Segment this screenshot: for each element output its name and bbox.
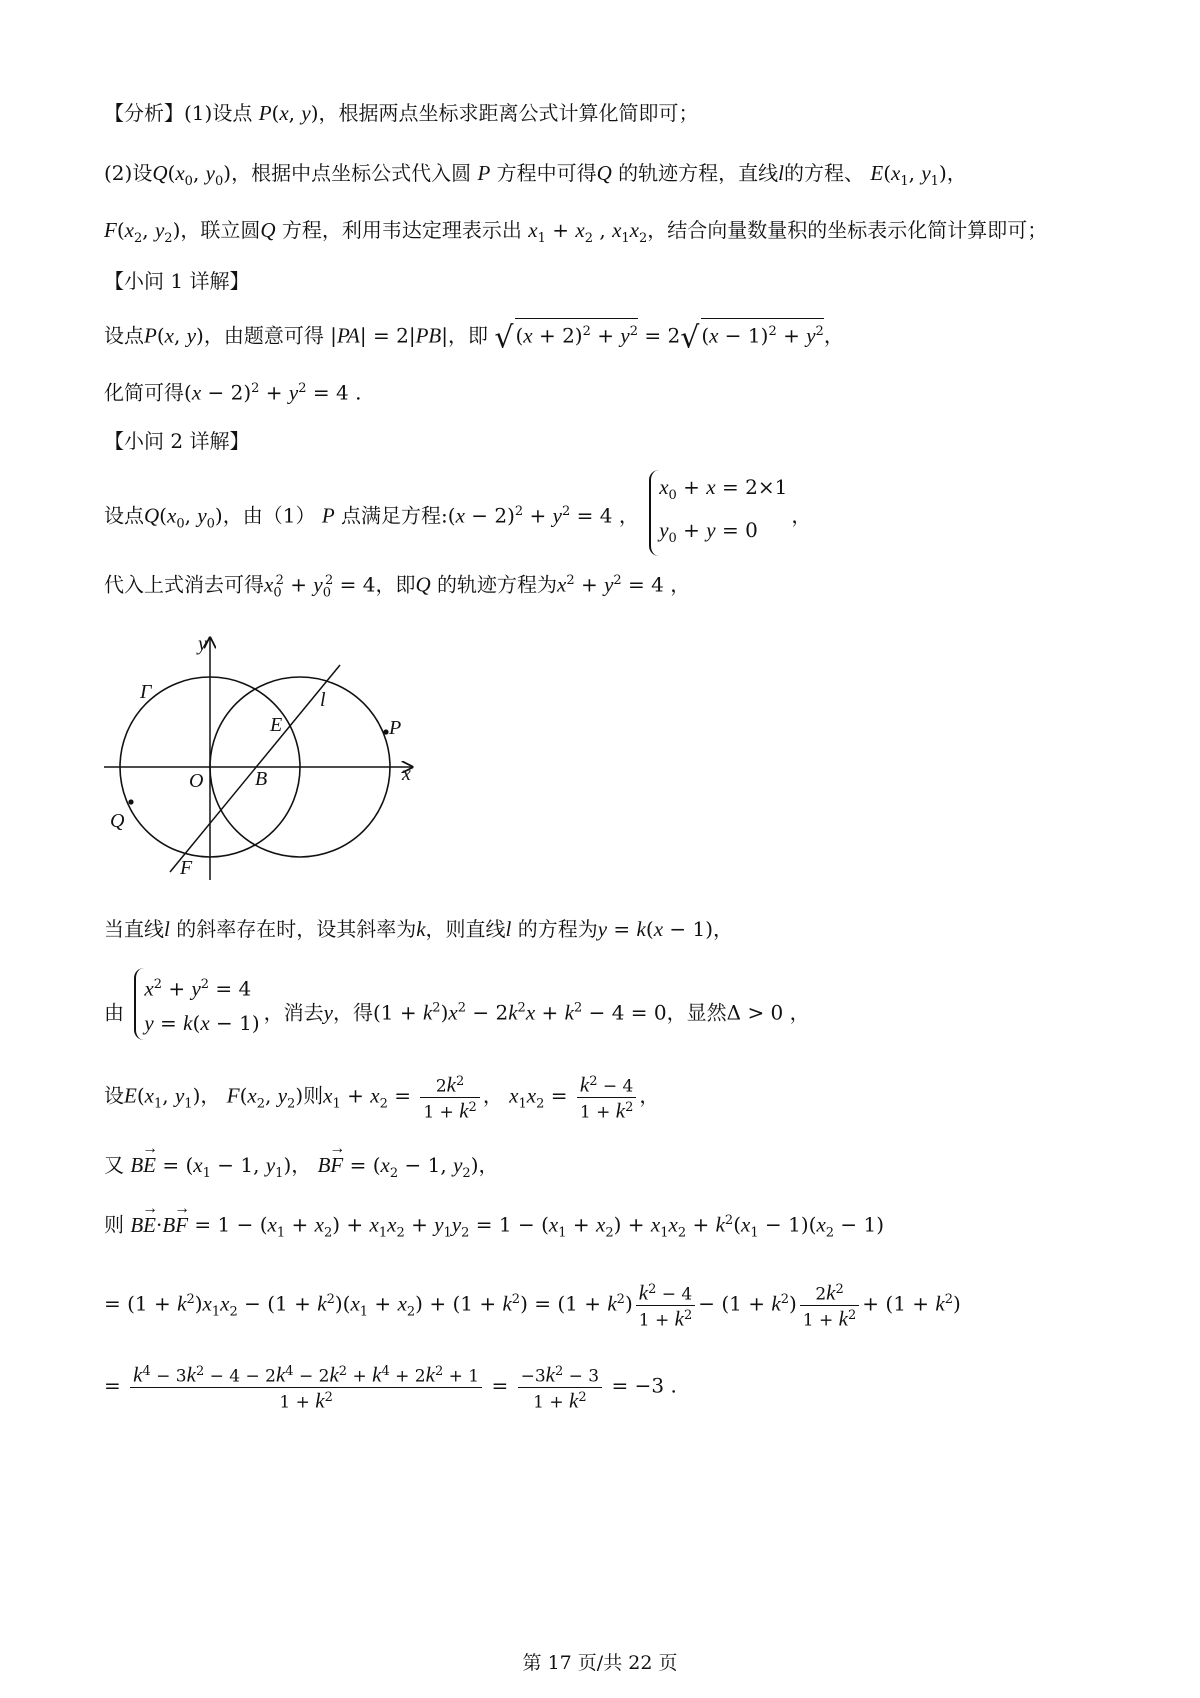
text: 代入上式消去可得 bbox=[104, 572, 264, 597]
text: 的轨迹方程为 bbox=[437, 572, 557, 597]
text: ，联立圆 bbox=[180, 218, 261, 242]
label-l: l bbox=[320, 689, 326, 711]
label-f: F bbox=[180, 857, 193, 879]
part2-heading: 【小问 2 详解】 bbox=[104, 429, 250, 453]
circles-figure bbox=[100, 630, 430, 885]
text: 当直线 bbox=[104, 917, 164, 941]
label-b: B bbox=[255, 768, 268, 790]
label-x: x bbox=[402, 763, 411, 785]
text: ，由（1） bbox=[222, 503, 316, 528]
part2-line-9: = $\frac{k^4 - 3k^2 - 4 - 2k^4 - 2k^2 + k^4 + 2k^2 + 1}{1 + k^2}$ = $\frac{-3k^2 - 3}{1 + k^2}$ = −3 . bbox=[104, 1362, 677, 1413]
text: ，根据中点坐标公式代入圆 bbox=[231, 161, 472, 185]
label-y: y bbox=[198, 633, 207, 655]
part2-line-3: 当直线l 的斜率存在时，设其斜率为k，则直线l 的方程为y = k(x − 1)， bbox=[104, 917, 734, 941]
label-o: O bbox=[189, 770, 204, 792]
label-gamma: Γ bbox=[140, 681, 152, 703]
part2-line-6: 又 → BE = ($x_1 - 1$, $y_1$)， → BF = ($x_2 - 1$, $y_2$)， bbox=[104, 1150, 499, 1189]
text: 方程中可得 bbox=[496, 161, 597, 185]
part1-line-1: 设点P(x, y)，由题意可得 |PA| = 2|PB|，即 √ $(x + 2)^2 + y^2 = 2√$ $(x - 1)^2 + y^2$， bbox=[104, 318, 844, 354]
analysis-line-3: $F(x_2$, $y_2$)，联立圆Q 方程，利用韦达定理表示出 $x_1 + x_2$ , $x_1x_2$，结合向量数量积的坐标表示化简计算即可； bbox=[104, 218, 1048, 246]
text: ，得 bbox=[332, 1000, 373, 1025]
text: 的斜率存在时，设其斜率为 bbox=[176, 917, 417, 941]
text: ，即 bbox=[375, 572, 416, 597]
text: 点满足方程: bbox=[341, 503, 448, 528]
text: 由 bbox=[104, 1000, 124, 1025]
text: ，由题意可得 bbox=[203, 323, 324, 348]
text: ，结合向量数量积的坐标表示化简计算即可； bbox=[647, 218, 1048, 242]
part2-line-1: 设点$Q(x_0$, $y_0$)，由（1） P 点满足方程:(x − $2)^2 + y^2 = 4$ ， $x_0 + x = 2\times 1$ $y_0 + y = 0$ ， bbox=[104, 478, 811, 556]
text: 设点 bbox=[104, 323, 144, 348]
text: 设点 bbox=[104, 503, 144, 528]
text: 又 bbox=[104, 1153, 124, 1177]
label-p: P bbox=[389, 717, 402, 739]
part2-line-5: 设$E(x_1$, $y_1$)， $F(x_2$, $y_2$)则$x_1 + x_2$ = $\frac{2k^2}{1 + k^2}$ ， $x_1x_2$ = $\frac{k^2 - 4}{1 + k^2}$ ， bbox=[104, 1072, 660, 1123]
text: ，根据两点坐标求距离公式计算化简即可； bbox=[318, 101, 699, 125]
analysis-label: 【分析】 bbox=[104, 101, 184, 125]
page-footer: 第 17 页/共 22 页 bbox=[522, 1652, 678, 1674]
text: 则 bbox=[303, 1083, 324, 1108]
part2-line-8: = $(1 + k^2)x_1x_2 - (1 + k^2)(x_1 + x_2) + (1 + k^2) = (1 + k^2)$ $\frac{k^2 - 4}{1 + k^2}$ − $(1 + k^2)$ $\frac{2k^2}{1 + k^2}$ + $(1 + k^2)$ bbox=[104, 1280, 961, 1331]
text: (2)设 bbox=[104, 161, 153, 185]
label-q: Q bbox=[110, 810, 125, 832]
text: ，即 bbox=[447, 323, 488, 348]
point-q bbox=[128, 799, 133, 804]
text: 设 bbox=[104, 1083, 124, 1108]
text: 的轨迹方程，直线 bbox=[618, 161, 779, 185]
part1-line-2: 化简可得$(x - 2)^2 + y^2 = 4$ . bbox=[104, 380, 362, 405]
analysis-line-1: 【分析】(1)设点 P(x, y)，根据两点坐标求距离公式计算化简即可； bbox=[104, 101, 699, 125]
analysis-line-2: (2)设$Q(x_0$, $y_0$)，根据中点坐标公式代入圆 P 方程中可得Q 的轨迹方程，直线l的方程、 $E(x_1$, $y_1$)， bbox=[104, 161, 967, 189]
text: (1)设点 bbox=[184, 101, 253, 125]
text: ，消去 bbox=[263, 1000, 324, 1025]
text: 的方程、 bbox=[784, 161, 864, 185]
text: ，显然 bbox=[666, 1000, 727, 1025]
part2-line-2: 代入上式消去可得$x_0^2 + y_0^2 = 4$，即Q 的轨迹方程为$x^2 + y^2 = 4$ ， bbox=[104, 572, 691, 601]
text: 则 bbox=[104, 1212, 124, 1237]
line-circle-system: $x^2 + y^2 = 4$ y = k(x − 1) bbox=[134, 968, 259, 1040]
text: ，则直线 bbox=[425, 917, 506, 941]
part1-heading: 【小问 1 详解】 bbox=[104, 269, 250, 293]
label-e: E bbox=[270, 714, 283, 736]
text: 方程，利用韦达定理表示出 bbox=[281, 218, 522, 242]
text: 的方程为 bbox=[517, 917, 598, 941]
text: 化简可得 bbox=[104, 380, 184, 405]
midpoint-system: $x_0 + x = 2\times 1$ $y_0 + y = 0$ bbox=[649, 470, 787, 556]
part2-line-7: 则 → BE·→ BF = $1 - (x_1 + x_2) + x_1x_2 + y_1y_2 = 1 - (x_1 + x_2) + x_1x_2 + k^2(x_1 - 1)(x_2 - 1)$ bbox=[104, 1206, 884, 1249]
part2-line-4: 由 $x^2 + y^2 = 4$ y = k(x − 1) ，消去y，得$(1 + k^2)x^2 - 2k^2x + k^2 - 4 = 0$，显然Δ > 0 ， bbox=[104, 988, 810, 1040]
point-p bbox=[383, 729, 388, 734]
